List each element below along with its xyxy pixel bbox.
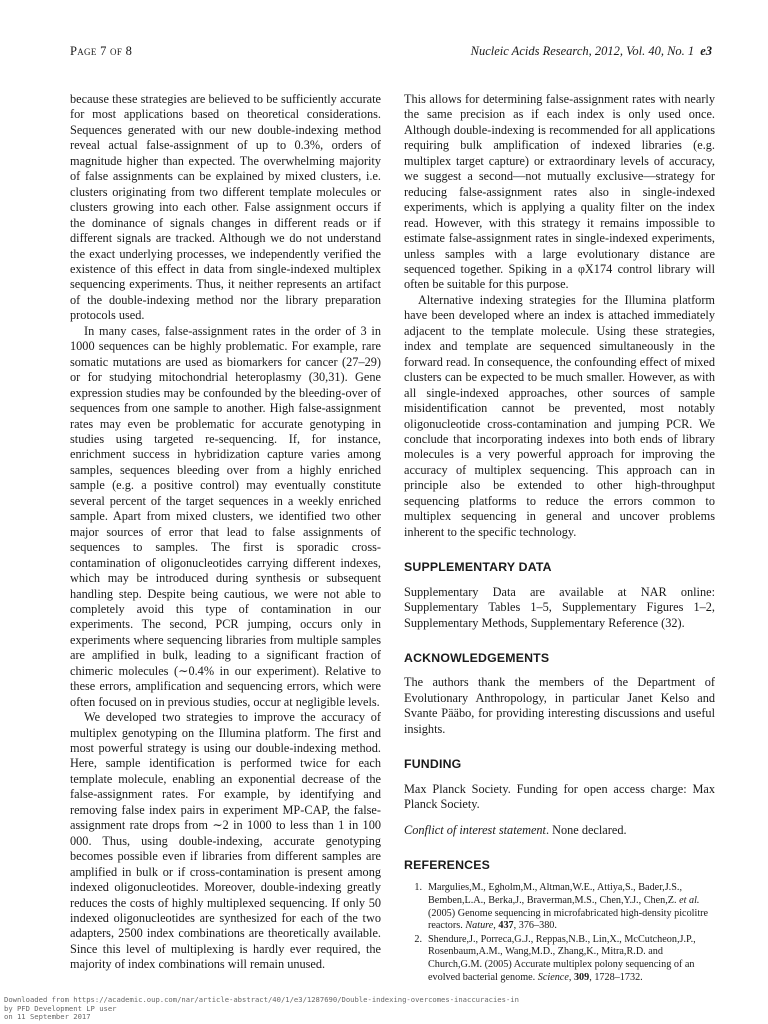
- coi-text: . None declared.: [545, 822, 627, 837]
- coi-label: Conflict of interest statement: [404, 822, 546, 837]
- reference-number: 1.: [414, 882, 422, 894]
- page-header: [70, 44, 712, 64]
- right-column: [404, 92, 715, 985]
- journal-name: Nucleic Acids Research, 2012, Vol. 40, No. 1: [470, 44, 695, 58]
- section-heading-acknowledgements: ACKNOWLEDGEMENTS: [404, 650, 550, 665]
- journal-citation: [471, 44, 712, 59]
- paragraph: This allows for determining false-assignment rates with nearly the same precision as if each index is only used once. Although double-indexing is recommended for all applications requiring bulk amplification of indexed libraries (e.g. multiplex target capture) or extraordinary levels of accuracy, we suggest a second—not mutually exclusive—strategy for reducing false-assignment rates also in single-indexed experiments, which is applying a quality filter on the index read. However, with this strategy it remains impossible to estimate false-assignment rates in single-indexed experiments, unless samples with a large evolutionary distance are sequenced together. Spiking in a φX174 control library will often be suitable for this purpose.: [404, 92, 715, 292]
- footer-line: by PFD Development LP user: [4, 1003, 117, 1013]
- paragraph: because these strategies are believed to be sufficiently accurate for most applications based on theoretical considerations. Sequences generated with our new double-indexing method reveal actual false-assignment of up to 0.3%, orders of magnitude higher than expected. The overwhelming majority of false assignments can be explained by mixed clusters, i.e. clusters originating from two different template molecules or clusters growing into each other. False assignment occurs if the dominance of signals changes in different reads or if different signals are tracked. Although we do not understand the exact underlying processes, we independently verified the existence of this effect in data from single-indexed multiplex sequencing experiments. Thus, it neither represents an artifact of the double-indexing method nor the library preparation protocols used.: [70, 92, 381, 323]
- reference-body: Shendure,J., Porreca,G.J., Reppas,N.B., Lin,X., McCutcheon,J.P., Rosenbaum,A.M., Wang,M.D., Zhang,K., Mitra,R.D. and Church,G.M. (2005) Accurate multiplex polony sequencing of an evolved bacterial genome. Science, 309, 1728–1732.: [428, 933, 696, 983]
- section-heading-funding: FUNDING: [404, 757, 462, 772]
- paragraph: We developed two strategies to improve the accuracy of multiplex genotyping on the Illumina platform. The first and most powerful strategy is using our double-indexing method. Here, sample identification is performed twice for each template molecule, enabling an exponential decrease of the false-assignment rates. For example, by identifying and removing false index pairs in experiment MP-CAP, the false-assignment rate drops from ∼2 in 1000 to less than 1 in 100 000. Thus, using double-indexing, accurate genotyping becomes possible even if libraries from different samples are amplified in bulk or if cross-contamination is present among indexed oligonucleotides. Moreover, double-indexing greatly reduces the costs of highly multiplexed sequencing. If only 50 indexed oligonucleotides are synthesized for each of the two adapters, 2500 index combinations are theoretically available. Since this level of multiplexing is hardly ever required, the majority of index combinations will remain unused.: [70, 710, 381, 972]
- page-code: e3: [700, 44, 712, 58]
- reference-number: 2.: [414, 933, 422, 945]
- conflict-of-interest: [404, 823, 715, 838]
- funding-text: Max Planck Society. Funding for open access charge: Max Planck Society.: [404, 781, 715, 812]
- paragraph: In many cases, false-assignment rates in the order of 3 in 1000 sequences can be highly problematic. For example, rare somatic mutations are used as biomarkers for cancer (27–29) or for studying mitochondrial heteroplasmy (30,31). Gene expression studies may be confounded by the bleeding-over of sequences from one sample to another. High false-assignment rates may even be problematic for accurate genotyping in studies using targeted re-sequencing. If, for instance, enrichment success in hybridization capture varies among samples, sequences bleeding over from a highly enriched sample (e.g. a positive control) may eventually constitute several percent of the target sequences in a weekly enriched sample. Apart from mixed clusters, we identified two other major sources of error that lead to false assignments of sequences to samples. The first is sporadic cross-contamination of oligonucleotides carrying different indexes, which may be introduced during synthesis or subsequent handling step. Despite being cautious, we were not able to completely avoid this type of contamination in our experiments. The second, PCR jumping, occurs only in experiments where sequencing libraries from multiple samples are amplified in bulk, leading to a significant fraction of chimeric molecules (∼0.4% in our experiment). Relative to these errors, amplification and sequencing errors, which were often focused on in previous studies, occur at negligible levels.: [70, 323, 381, 709]
- reference-list: [404, 882, 715, 984]
- footer-line: on 11 September 2017: [4, 1012, 91, 1022]
- footer-line: Downloaded from https://academic.oup.com/nar/article-abstract/40/1/e3/1287690/Double-indexing-overcomes-inaccuracies-in: [4, 995, 519, 1004]
- paragraph: Alternative indexing strategies for the Illumina platform have been developed where an index is attached immediately adjacent to the template molecule. Using these strategies, index and template are sequenced simultaneously in the forward read. In consequence, the confounding effect of mixed clusters can be expected to be much smaller. However, as with all single-indexed approaches, other sources of sample misidentification cannot be prevented, most notably oligonucleotide cross-contamination and jumping PCR. We conclude that incorporating indexes into both ends of library molecules is a very powerful approach for improving the accuracy of multiplex sequencing. This approach can in principle also be extended to other high-throughput sequencing platforms to reduce the errors common to multiplex sequencing in general and uncover problems inherent to the specific technology.: [404, 292, 715, 539]
- acknowledgements-text: The authors thank the members of the Department of Evolutionary Anthropology, in particular Janet Kelso and Svante Pääbo, for providing interesting discussions and useful insights.: [404, 675, 715, 736]
- reference-body: Margulies,M., Egholm,M., Altman,W.E., Attiya,S., Bader,J.S., Bemben,L.A., Berka,J., Braverman,M.S., Chen,Y.J., Chen,Z. et al. (2005) Genome sequencing in microfabricated high-density picolitre reactors. Nature, 437, 376–380.: [428, 882, 709, 932]
- reference-item: [404, 934, 715, 984]
- section-heading-supplementary: SUPPLEMENTARY DATA: [404, 560, 552, 575]
- left-column: [70, 92, 381, 973]
- page-label: Page 7 of 8: [70, 44, 133, 58]
- supplementary-text: Supplementary Data are available at NAR online: Supplementary Tables 1–5, Supplementary Figures 1–2, Supplementary Methods, Supplementary Reference (32).: [404, 584, 715, 630]
- reference-item: [404, 882, 715, 932]
- download-footer: [4, 996, 604, 1022]
- section-heading-references: REFERENCES: [404, 858, 491, 873]
